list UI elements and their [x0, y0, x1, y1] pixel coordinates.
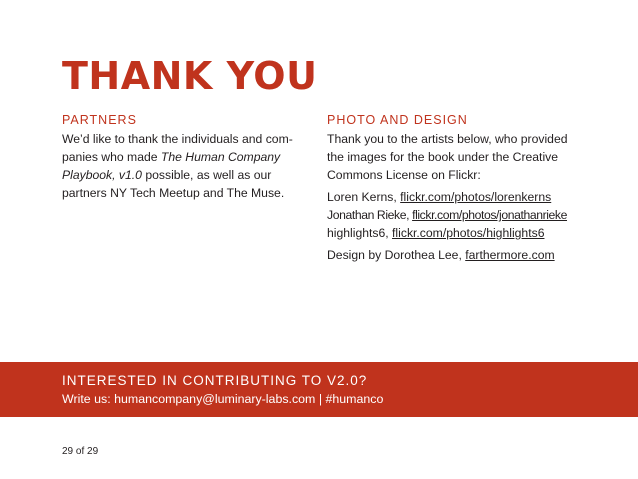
photo-intro-line-3: Commons License on Flickr: — [327, 168, 481, 182]
credit-link-lorenkerns[interactable]: flickr.com/photos/lorenkerns — [400, 190, 552, 204]
photo-intro-paragraph — [327, 130, 589, 184]
credit-name: Loren Kerns, — [327, 190, 401, 204]
contribute-banner — [0, 362, 638, 417]
credit-highlights6 — [327, 226, 544, 240]
photo-intro-line-1: Thank you to the artists below, who provided — [327, 132, 568, 146]
banner-separator: | — [315, 392, 326, 406]
banner-contact — [62, 392, 383, 406]
photo-credits-list — [327, 188, 589, 242]
credit-name: Jonathan Rieke, — [327, 208, 413, 222]
design-credit — [327, 246, 589, 264]
design-credit-text: Design by Dorothea Lee, — [327, 248, 466, 262]
banner-heading: INTERESTED IN CONTRIBUTING TO V2.0? — [62, 373, 368, 388]
book-title: The Human Company — [160, 150, 281, 164]
photo-design-section — [327, 112, 589, 264]
design-credit-link[interactable]: farthermore.com — [465, 248, 555, 262]
page-title: THANK YOU — [62, 54, 318, 98]
credit-loren-kerns — [327, 190, 551, 204]
contact-email-link[interactable]: humancompany@luminary-labs.com — [114, 392, 316, 406]
photo-intro-line-2: the images for the book under the Creative — [327, 150, 559, 164]
credit-name: highlights6, — [327, 226, 393, 240]
page-number: 29 of 29 — [62, 446, 99, 457]
banner-text-prefix: Write us: — [62, 392, 115, 406]
partners-text-line-4: partners NY Tech Meetup and The Muse. — [62, 186, 285, 200]
partners-heading: PARTNERS — [62, 113, 137, 127]
photo-design-heading: PHOTO AND DESIGN — [327, 113, 468, 127]
hashtag: #humanco — [325, 392, 384, 406]
partners-text-line-3: possible, as well as our — [141, 168, 272, 182]
credit-jonathan-rieke — [327, 208, 567, 222]
partners-text-line-2: panies who made — [62, 150, 161, 164]
credit-link-highlights6[interactable]: flickr.com/photos/highlights6 — [392, 226, 545, 240]
book-subtitle: Playbook, v1.0 — [62, 168, 142, 182]
partners-section — [62, 112, 312, 202]
partners-paragraph — [62, 130, 312, 202]
credit-link-jonathanrieke[interactable]: flickr.com/photos/jonathanrieke — [412, 208, 568, 222]
partners-text-line-1: We’d like to thank the individuals and com- — [62, 132, 293, 146]
